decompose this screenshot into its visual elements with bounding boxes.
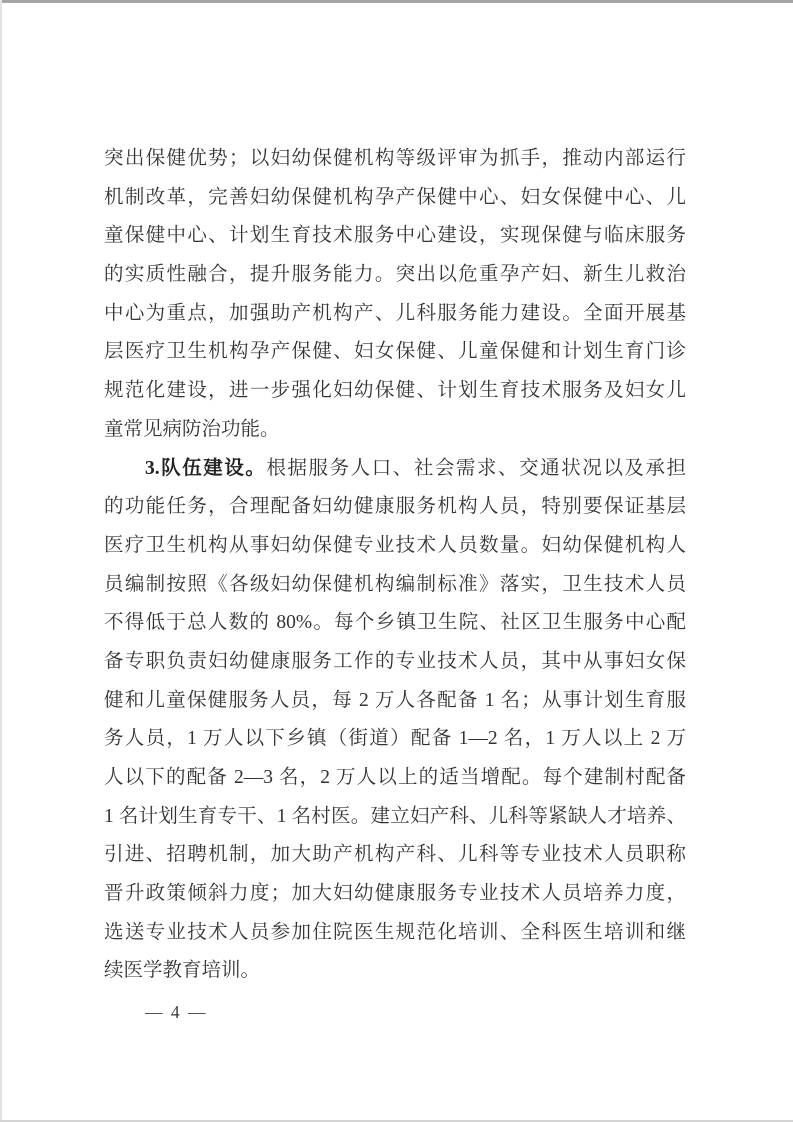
scan-edge-top bbox=[0, 0, 793, 3]
body-text-line: 务人员，1 万人以下乡镇（街道）配备 1—2 名，1 万人以上 2 万 bbox=[104, 728, 686, 750]
body-text-line: 员编制按照《各级妇幼保健机构编制标准》落实，卫生技术人员 bbox=[104, 573, 686, 595]
body-text-line: 童常见病防治功能。 bbox=[104, 418, 280, 440]
page-number: — 4 — bbox=[145, 1002, 208, 1022]
body-text-line: 人以下的配备 2—3 名，2 万人以上的适当增配。每个建制村配备 bbox=[104, 767, 686, 788]
body-text-line: 续医学教育培训。 bbox=[104, 960, 261, 982]
body-text-line: 1 名计划生育专干、1 名村医。建立妇产科、儿科等紧缺人才培养、 bbox=[104, 805, 686, 827]
body-text-line: 不得低于总人数的 80%。每个乡镇卫生院、社区卫生服务中心配 bbox=[104, 612, 686, 634]
section-first-line-text: 根据服务人口、社会需求、交通状况以及承担 bbox=[266, 457, 686, 479]
body-text-line: 的功能任务，合理配备妇幼健康服务机构人员，特别要保证基层 bbox=[104, 496, 686, 518]
body-text-line: 备专职负责妇幼健康服务工作的专业技术人员，其中从事妇女保 bbox=[104, 650, 686, 672]
body-text-line: 童保健中心、计划生育技术服务中心建设，实现保健与临床服务 bbox=[104, 225, 686, 247]
body-text-line: 突出保健优势；以妇幼保健机构等级评审为抓手，推动内部运行 bbox=[104, 148, 686, 169]
body-text-line: 的实质性融合，提升服务能力。突出以危重孕产妇、新生儿救治 bbox=[104, 264, 686, 286]
body-text-line: 中心为重点，加强助产机构产、儿科服务能力建设。全面开展基 bbox=[104, 302, 686, 324]
body-text-line: 健和儿童保健服务人员，每 2 万人各配备 1 名；从事计划生育服 bbox=[104, 689, 686, 711]
body-text-line: 选送专业技术人员参加住院医生规范化培训、全科医生培训和继 bbox=[104, 921, 686, 943]
scan-edge-left bbox=[0, 0, 2, 1122]
section-heading: 3.队伍建设。 bbox=[145, 457, 267, 479]
body-text-line: 晋升政策倾斜力度；加大妇幼健康服务专业技术人员培养力度， bbox=[104, 883, 686, 905]
section-start-line bbox=[104, 450, 686, 489]
body-text-line: 规范化建设，进一步强化妇幼保健、计划生育技术服务及妇女儿 bbox=[104, 380, 686, 402]
body-text-line: 机制改革，完善妇幼保健机构孕产保健中心、妇女保健中心、儿 bbox=[104, 186, 686, 208]
body-text-block bbox=[104, 140, 686, 991]
body-text-line: 医疗卫生机构从事妇幼保健专业技术人员数量。妇幼保健机构人 bbox=[104, 534, 686, 556]
body-text-line: 层医疗卫生机构孕产保健、妇女保健、儿童保健和计划生育门诊 bbox=[104, 341, 686, 363]
body-text-line: 引进、招聘机制，加大助产机构产科、儿科等专业技术人员职称 bbox=[104, 844, 686, 866]
